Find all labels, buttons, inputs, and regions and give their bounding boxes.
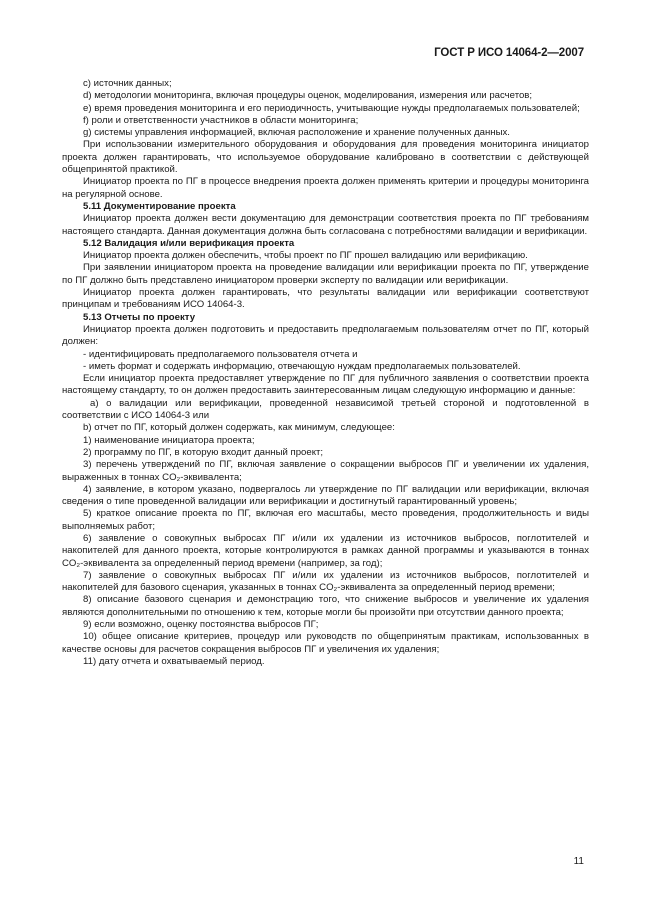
- paragraph: При заявлении инициатором проекта на проведение валидации или верификации проекта по ПГ, утверждение по ПГ должно быть представлено инициатором проверки эксперту по валидации или верификации.: [62, 262, 589, 286]
- paragraph: 11) дату отчета и охватываемый период.: [83, 655, 265, 667]
- section-heading: 5.13 Отчеты по проекту: [83, 311, 196, 323]
- paragraph: - идентифицировать предполагаемого пользователя отчета и: [83, 348, 358, 360]
- section-heading: 5.12 Валидация и/или верификация проекта: [83, 237, 295, 249]
- paragraph: b) отчет по ПГ, который должен содержать, как минимум, следующее:: [83, 422, 395, 434]
- paragraph: 4) заявление, в котором указано, подвергалось ли утверждение по ПГ валидации или верификации, включая сведения о типе проведенной валидации или верификации и достигнутый гарантированный уровень;: [62, 483, 589, 508]
- paragraph: 5) краткое описание проекта по ПГ, включая его масштабы, место проведения, продолжительность и виды выполняемых работ;: [62, 508, 589, 532]
- paragraph: 8) описание базового сценария и демонстрацию того, что снижение выбросов и увеличение их удаления являются дополнительными по отношению к тем, которые могли бы произойти при отсутствии данного проекта;: [62, 594, 589, 618]
- paragraph: Инициатор проекта должен гарантировать, что результаты валидации или верификации соответствуют принципам и требованиям ИСО 14064-3.: [62, 287, 589, 311]
- paragraph: При использовании измерительного оборудования и оборудования для проведения мониторинга инициатор проекта должен гарантировать, что используемое оборудование калибровано в соответствии с действующей общепринятой практикой.: [62, 139, 589, 176]
- page-number: 11: [573, 856, 584, 867]
- section-heading: 5.11 Документирование проекта: [83, 200, 236, 212]
- paragraph: d) методологии мониторинга, включая процедуры оценок, моделирования, измерения или расчетов;: [83, 90, 533, 102]
- paragraph: 1) наименование инициатора проекта;: [83, 434, 255, 446]
- paragraph: 3) перечень утверждений по ПГ, включая заявление о сокращении выбросов ПГ и увеличении их удаления, выраженных в тоннах CO₂-эквивалента;: [62, 459, 589, 483]
- paragraph: 2) программу по ПГ, в которую входит данный проект;: [83, 446, 324, 458]
- paragraph: c) источник данных;: [83, 78, 172, 89]
- paragraph: Инициатор проекта по ПГ в процессе внедрения проекта должен применять критерии и процедуры мониторинга на регулярной основе.: [62, 176, 589, 200]
- paragraph: e) время проведения мониторинга и его периодичность, учитывающие нужды предполагаемых пользователей;: [83, 102, 580, 114]
- paragraph: Инициатор проекта должен обеспечить, чтобы проект по ПГ прошел валидацию или верификацию.: [83, 250, 528, 262]
- paragraph: 6) заявление о совокупных выбросах ПГ и/или их удалении из источников выбросов, поглотителей и накопителей для данного проекта, которые контролируются в рамках данной программы и указываются в тоннах CO₂-эквивалента за определенный период времени (например, за год);: [62, 532, 589, 569]
- paragraph: a) о валидации или верификации, проведенной независимой третьей стороной и подготовленной в соответствии с ИСО 14064-3 или: [62, 397, 589, 422]
- paragraph: g) системы управления информацией, включая расположение и хранение полученных данных.: [83, 127, 510, 139]
- paragraph: 9) если возможно, оценку постоянства выбросов ПГ;: [83, 619, 319, 631]
- paragraph: Инициатор проекта должен подготовить и предоставить предполагаемым пользователям отчет по ПГ, который должен:: [62, 323, 589, 348]
- document-body: [62, 78, 589, 668]
- paragraph: Если инициатор проекта предоставляет утверждение по ПГ для публичного заявления о соответствии проекта настоящему стандарту, то он должен предоставить заинтересованным лицам следующую информацию и данные:: [62, 373, 589, 397]
- paragraph: 10) общее описание критериев, процедур или руководств по общепринятым практикам, использованных в качестве основы для расчетов сокращения выбросов ПГ и увеличения их удаления;: [62, 631, 589, 655]
- paragraph: f) роли и ответственности участников в области мониторинга;: [83, 114, 359, 126]
- paragraph: Инициатор проекта должен вести документацию для демонстрации соответствия проекта по ПГ требованиям настоящего стандарта. Данная документация должна быть согласована с потребностями валидации и верификации.: [62, 213, 589, 237]
- paragraph: - иметь формат и содержать информацию, отвечающую нуждам предполагаемых пользователей.: [83, 360, 521, 372]
- document-id-header: ГОСТ Р ИСО 14064-2—2007: [434, 47, 584, 59]
- paragraph: 7) заявление о совокупных выбросах ПГ и/или их удалении из источников выбросов, поглотителей и накопителей для базового сценария, указанных в тоннах CO₂-эквивалента за определенный период времени;: [62, 569, 589, 594]
